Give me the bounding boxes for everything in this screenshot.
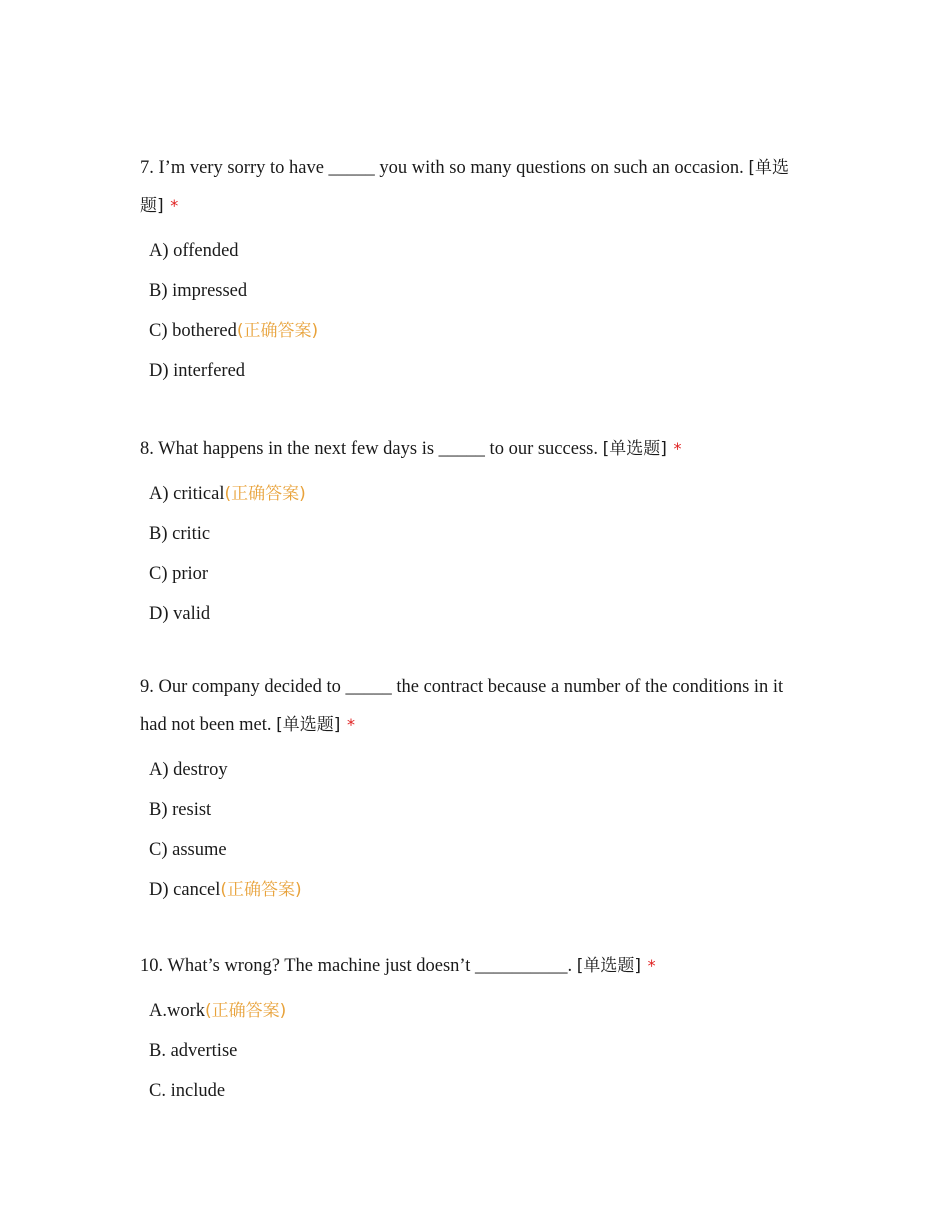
option-d: [140, 351, 800, 391]
option-text: C) prior: [149, 564, 209, 584]
question-9: [140, 669, 800, 910]
option-d: [140, 870, 800, 910]
question-number: 7.: [140, 158, 154, 178]
option-text: D) valid: [149, 604, 211, 624]
option-b: [140, 790, 800, 830]
question-type-label: [单选题]: [576, 956, 642, 976]
question-title: [140, 150, 800, 225]
question-text: I’m very sorry to have _____ you with so many questions on such an occasion.: [158, 158, 744, 178]
question-text: What’s wrong? The machine just doesn’t __________.: [167, 956, 573, 976]
question-8: [140, 430, 800, 634]
correct-answer-tag: (正确答案): [224, 484, 306, 504]
option-list: [140, 750, 800, 910]
option-text: D) interfered: [149, 361, 246, 381]
option-c: [140, 311, 800, 351]
question-title: [140, 430, 800, 468]
option-text: B) critic: [149, 524, 211, 544]
option-text: B) impressed: [149, 281, 248, 301]
required-asterisk: *: [347, 715, 356, 734]
question-text: What happens in the next few days is _____ to our success.: [158, 439, 598, 459]
option-list: [140, 991, 800, 1111]
option-text: C) bothered: [149, 321, 237, 341]
correct-answer-tag: (正确答案): [205, 1001, 287, 1021]
required-asterisk: *: [170, 196, 179, 215]
question-7: [140, 150, 800, 391]
correct-answer-tag: (正确答案): [220, 880, 302, 900]
option-text: A) destroy: [149, 760, 228, 780]
question-number: 10.: [140, 956, 164, 976]
option-text: C) assume: [149, 840, 227, 860]
option-text: C. include: [149, 1081, 226, 1101]
option-b: [140, 271, 800, 311]
option-text: A) critical: [149, 484, 225, 504]
question-type-label: [单选题]: [140, 158, 789, 216]
option-text: D) cancel: [149, 880, 221, 900]
option-a: [140, 474, 800, 514]
question-type-label: [单选题]: [276, 715, 341, 735]
option-text: B. advertise: [149, 1041, 238, 1061]
question-10: [140, 947, 800, 1111]
correct-answer-tag: (正确答案): [236, 321, 319, 341]
option-text: A.work: [149, 1001, 206, 1021]
question-text: Our company decided to _____ the contract because a number of the conditions in it had not been met.: [140, 677, 784, 735]
option-d: [140, 594, 800, 634]
question-title: [140, 947, 800, 985]
required-asterisk: *: [673, 439, 682, 458]
option-a: [140, 991, 800, 1031]
question-number: 9.: [140, 677, 154, 697]
option-b: [140, 514, 800, 554]
required-asterisk: *: [647, 956, 656, 975]
option-b: [140, 1031, 800, 1071]
option-text: B) resist: [149, 800, 212, 820]
option-list: [140, 231, 800, 391]
option-a: [140, 231, 800, 271]
question-title: [140, 669, 800, 744]
question-number: 8.: [140, 439, 154, 459]
option-list: [140, 474, 800, 634]
option-c: [140, 1071, 800, 1111]
option-c: [140, 830, 800, 870]
question-type-label: [单选题]: [602, 439, 667, 459]
option-text: A) offended: [149, 241, 239, 261]
option-a: [140, 750, 800, 790]
option-c: [140, 554, 800, 594]
